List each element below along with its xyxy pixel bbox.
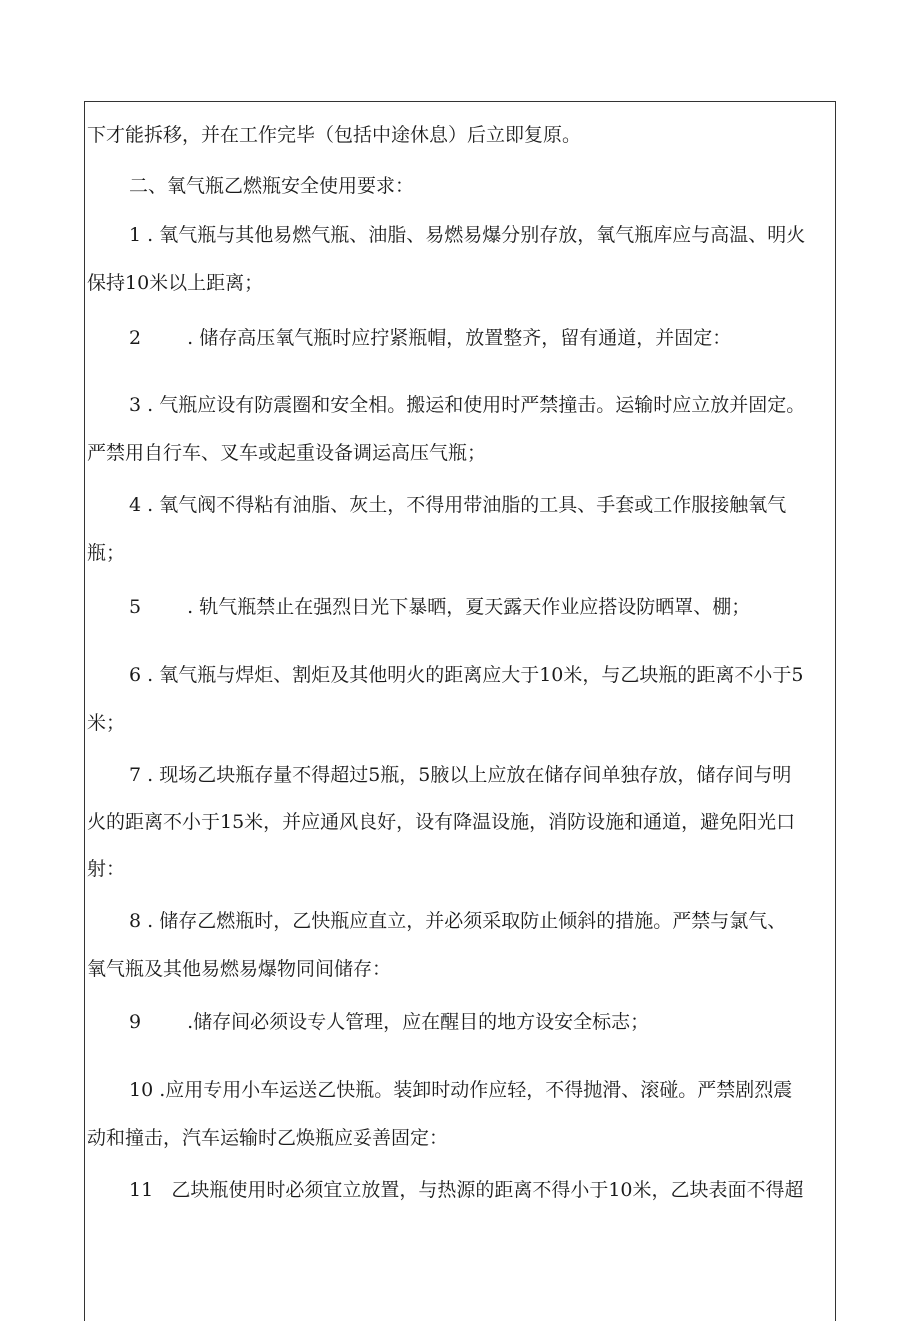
line-text: 米； bbox=[87, 712, 126, 734]
item-number: 2 bbox=[129, 327, 142, 349]
item-10 bbox=[129, 1078, 792, 1102]
item-number: 8 bbox=[129, 910, 142, 932]
item-10-cont bbox=[87, 1126, 448, 1150]
item-text: . 氧气阀不得粘有油脂、灰土，不得用带油脂的工具、手套或工作服接触氧气 bbox=[147, 494, 787, 516]
section-heading bbox=[129, 174, 414, 198]
item-text: 乙块瓶使用时必须宜立放置，与热源的距离不得小于10米，乙块表面不得超 bbox=[171, 1179, 804, 1201]
line-text: 动和撞击，汽车运输时乙焕瓶应妥善固定： bbox=[87, 1127, 449, 1149]
item-8 bbox=[129, 909, 786, 933]
item-text: . 气瓶应设有防震圈和安全相。搬运和使用时严禁撞击。运输时应立放并固定。 bbox=[147, 394, 806, 416]
line-text: 下才能拆移，并在工作完毕（包括中途休息）后立即复原。 bbox=[87, 124, 582, 146]
item-number: 3 bbox=[129, 394, 142, 416]
item-1-cont bbox=[87, 271, 263, 295]
item-7 bbox=[129, 763, 791, 787]
item-number: 9 bbox=[129, 1011, 142, 1033]
line-text: 保持10米以上距离； bbox=[87, 272, 264, 294]
item-4 bbox=[129, 493, 786, 517]
item-8-cont bbox=[87, 957, 391, 981]
item-text: . 氧气瓶与其他易燃气瓶、油脂、易燃易爆分别存放，氧气瓶库应与高温、明火 bbox=[147, 224, 806, 246]
item-text: . 轨气瓶禁止在强烈日光下暴晒，夏天露天作业应搭设防晒罩、棚； bbox=[187, 596, 751, 618]
item-text: . 储存乙燃瓶时，乙快瓶应直立，并必须采取防止倾斜的措施。严禁与氯气、 bbox=[147, 910, 787, 932]
item-number: 5 bbox=[129, 596, 142, 618]
item-text: . 现场乙块瓶存量不得超过5瓶，5腋以上应放在储存间单独存放，储存间与明 bbox=[147, 764, 792, 786]
item-number: 1 bbox=[129, 224, 142, 246]
text-line-1 bbox=[87, 123, 581, 147]
item-number: 6 bbox=[129, 664, 142, 686]
item-4-cont bbox=[87, 541, 125, 565]
item-number: 7 bbox=[129, 764, 142, 786]
line-text: 严禁用自行车、叉车或起重设备调运高压气瓶； bbox=[87, 442, 487, 464]
item-7-cont-1 bbox=[87, 810, 795, 834]
item-11 bbox=[129, 1178, 804, 1202]
item-text: .应用专用小车运送乙快瓶。装卸时动作应轻，不得抛滑、滚碰。严禁剧烈震 bbox=[159, 1079, 793, 1101]
line-text: 二、氧气瓶乙燃瓶安全使用要求： bbox=[129, 175, 415, 197]
item-number: 10 bbox=[129, 1079, 154, 1101]
item-text: . 储存高压氧气瓶时应拧紧瓶帽，放置整齐，留有通道，并固定： bbox=[187, 327, 732, 349]
item-number: 11 bbox=[129, 1179, 154, 1201]
item-9 bbox=[129, 1010, 649, 1034]
item-6 bbox=[129, 663, 804, 687]
line-text: 火的距离不小于15米，并应通风良好，设有降温设施，消防设施和通道，避免阳光口 bbox=[87, 811, 796, 833]
item-text: . 氧气瓶与焊炬、割炬及其他明火的距离应大于10米，与乙块瓶的距离不小于5 bbox=[147, 664, 804, 686]
item-6-cont bbox=[87, 711, 125, 735]
item-1 bbox=[129, 223, 805, 247]
item-7-cont-2 bbox=[87, 857, 125, 881]
line-text: 瓶； bbox=[87, 542, 126, 564]
item-5 bbox=[129, 595, 750, 619]
item-2 bbox=[129, 326, 731, 350]
item-number: 4 bbox=[129, 494, 142, 516]
item-3 bbox=[129, 393, 805, 417]
line-text: 射： bbox=[87, 858, 126, 880]
item-text: .储存间必须设专人管理，应在醒目的地方设安全标志； bbox=[187, 1011, 650, 1033]
item-3-cont bbox=[87, 441, 486, 465]
line-text: 氧气瓶及其他易燃易爆物同间储存： bbox=[87, 958, 392, 980]
